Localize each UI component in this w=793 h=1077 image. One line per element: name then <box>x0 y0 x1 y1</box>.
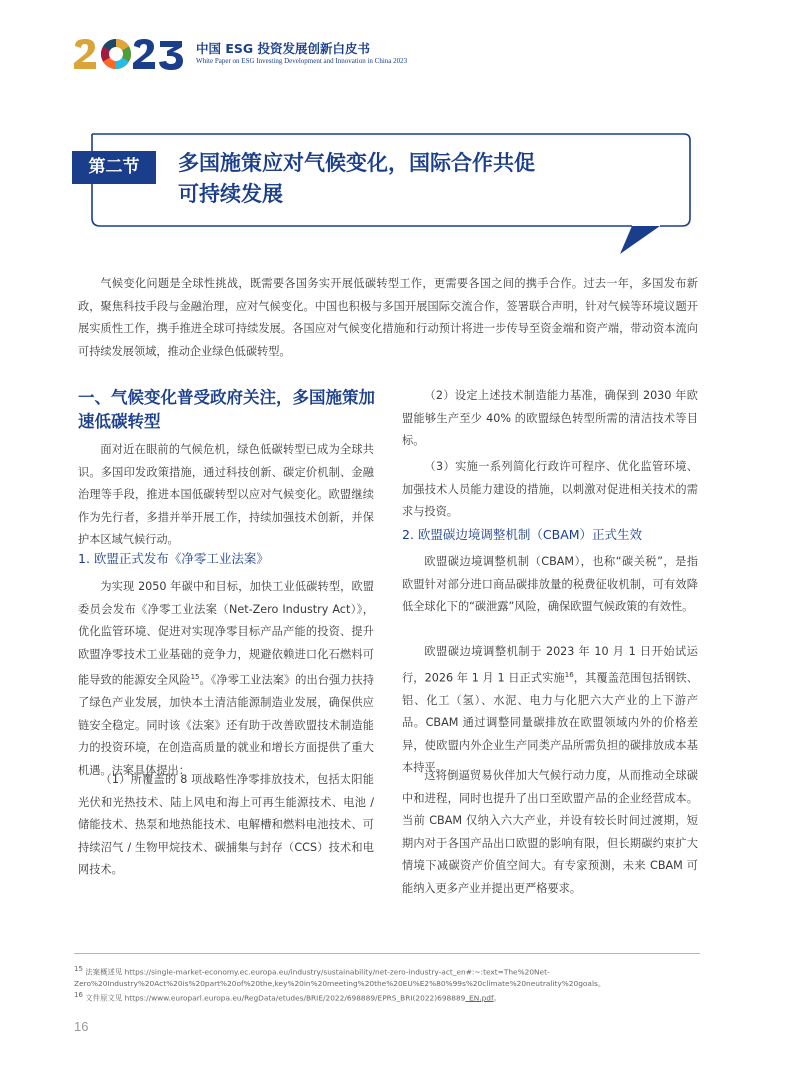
footnote-divider <box>74 953 700 954</box>
right-subheading: 2. 欧盟碳边境调整机制（CBAM）正式生效 <box>402 527 643 542</box>
footnote-ref-16: 16 <box>564 670 574 679</box>
left-paragraph-2-text-a: 为实现 2050 年碳中和目标，加快工业低碳转型，欧盟委员会发布《净零工业法案（Net-Zero Industry Act）》，优化监管环境、促进对实现净零目标产品产能的投资、提升欧盟净零技术工业基础的竞争力，规避依赖进口化石燃料可能导致的能源安全风险 <box>78 580 374 687</box>
section-title-line2: 可持续发展 <box>178 182 283 206</box>
left-paragraph-2-text-b: 。《净零工业法案》的出台强力扶持了绿色产业发展，加快本土清洁能源制造业发展，确保供应链安全稳定。同时该《法案》还有助于改善欧盟技术制造能力的投资环境，在创造高质量的就业和增长方面提供了重大机遇。法案具体提出： <box>78 673 374 777</box>
left-paragraph-2 <box>78 576 374 782</box>
right-paragraph-5: 这将倒逼贸易伙伴加大气候行动力度，从而推动全球碳中和进程，同时也提升了出口至欧盟产品的企业经营成本。当前 CBAM 仅纳入六大产业，并设有较长时间过渡期，短期内对于各国产品出口欧盟的影响有限，但长期碳约束扩大情境下减碳资产价值空间大。有专家预测，未来 CBAM 可能纳入更多产业并提出更严格要求。 <box>402 769 698 895</box>
heading-1: 一、气候变化普受政府关注，多国施策加速低碳转型 <box>78 388 375 431</box>
section-title-line1: 多国施策应对气候变化，国际合作共促 <box>178 151 535 175</box>
footnote-16-number: 16 <box>74 991 83 999</box>
section-title <box>178 148 628 210</box>
whitepaper-2023-logo <box>72 36 188 72</box>
footnote-16-text-a[interactable]: 文件原文见 https://www.europarl.europa.eu/RegData/etudes/BRIE/2022/698889/EPRS_BRI(2022)698889 <box>85 993 466 1003</box>
footnote-16-text-c: 。 <box>493 993 501 1003</box>
right-paragraph-4 <box>402 641 698 780</box>
right-paragraph-2: （3）实施一系列简化行政许可程序、优化监管环境、加强技术人员能力建设的措施，以刺激对促进相关技术的需求与投资。 <box>402 460 698 518</box>
footnote-15-text[interactable]: 法案概述见 https://single-market-economy.ec.europa.eu/industry/sustainability/net-zero-industry-act_en#:~:text=The%20Net-Zero%20Industry%20Act%20is%20part%20of%20the,key%20in%20meeting%20the%20EU%E2%80%99s%20climate%20neutrality%20goals。 <box>74 967 606 989</box>
footnote-15 <box>74 963 704 990</box>
left-paragraph-3: （1）所覆盖的 8 项战略性净零排放技术，包括太阳能光伏和光热技术、陆上风电和海上可再生能源技术、电池 / 储能技术、热泵和地热能技术、电解槽和燃料电池技术、可持续沼气 / 生物甲烷技术、碳捕集与封存（CCS）技术和电网技术。 <box>78 773 374 876</box>
left-paragraph-1: 面对近在眼前的气候危机，绿色低碳转型已成为全球共识。多国印发政策措施，通过科技创新、碳定价机制、金融治理等手段，推进本国低碳转型以应对气候变化。欧盟继续作为先行者，多措并举开展工作，持续加强技术创新，并保护本区域气候行动。 <box>78 443 374 546</box>
right-paragraph-4-text-a: 欧盟碳边境调整机制于 2023 年 10 月 1 日开始试运行，2026 年 1 月 1 日正式实施 <box>402 645 698 685</box>
footnote-ref-15: 15 <box>190 673 200 681</box>
footnote-15-number: 15 <box>74 965 83 973</box>
section-tag: 第二节 <box>72 151 156 184</box>
right-paragraph-1: （2）设定上述技术制造能力基准，确保到 2030 年欧盟能够生产至少 40% 的欧盟绿色转型所需的清洁技术等目标。 <box>402 389 698 447</box>
right-paragraph-3: 欧盟碳边境调整机制（CBAM），也称“碳关税”，是指欧盟针对部分进口商品碳排放量的税费征收机制，可有效降低全球化下的“碳泄露”风险，确保欧盟气候政策的有效性。 <box>402 555 698 613</box>
footnote-16 <box>74 989 704 1004</box>
page-number: 16 <box>74 1019 89 1034</box>
header-title: 中国 ESG 投资发展创新白皮书 <box>196 41 371 56</box>
header-subtitle: White Paper on ESG Investing Development and Innovation in China 2023 <box>196 57 408 65</box>
footnote-16-text-b[interactable]: _EN.pdf <box>465 993 494 1003</box>
left-subheading: 1. 欧盟正式发布《净零工业法案》 <box>78 551 269 566</box>
intro-paragraph: 气候变化问题是全球性挑战，既需要各国务实开展低碳转型工作，更需要各国之间的携手合作。过去一年，多国发布新政，聚焦科技手段与金融治理，应对气候变化。中国也积极与多国开展国际交流合作，签署联合声明，针对气候等环境议题开展实质性工作，携手推进全球可持续发展。各国应对气候变化措施和行动预计将进一步传导至资金端和资产端，带动资本流向可持续发展领域，推动企业绿色低碳转型。 <box>78 277 698 358</box>
right-paragraph-4-text-b: ，其覆盖范围包括钢铁、铝、化工（氢）、水泥、电力与化肥六大产业的上下游产品。CBAM 通过调整同量碳排放在欧盟领域内外的价格差异，使欧盟内外企业生产同类产品所需负担的碳排放成本基本持平。 <box>402 671 698 775</box>
